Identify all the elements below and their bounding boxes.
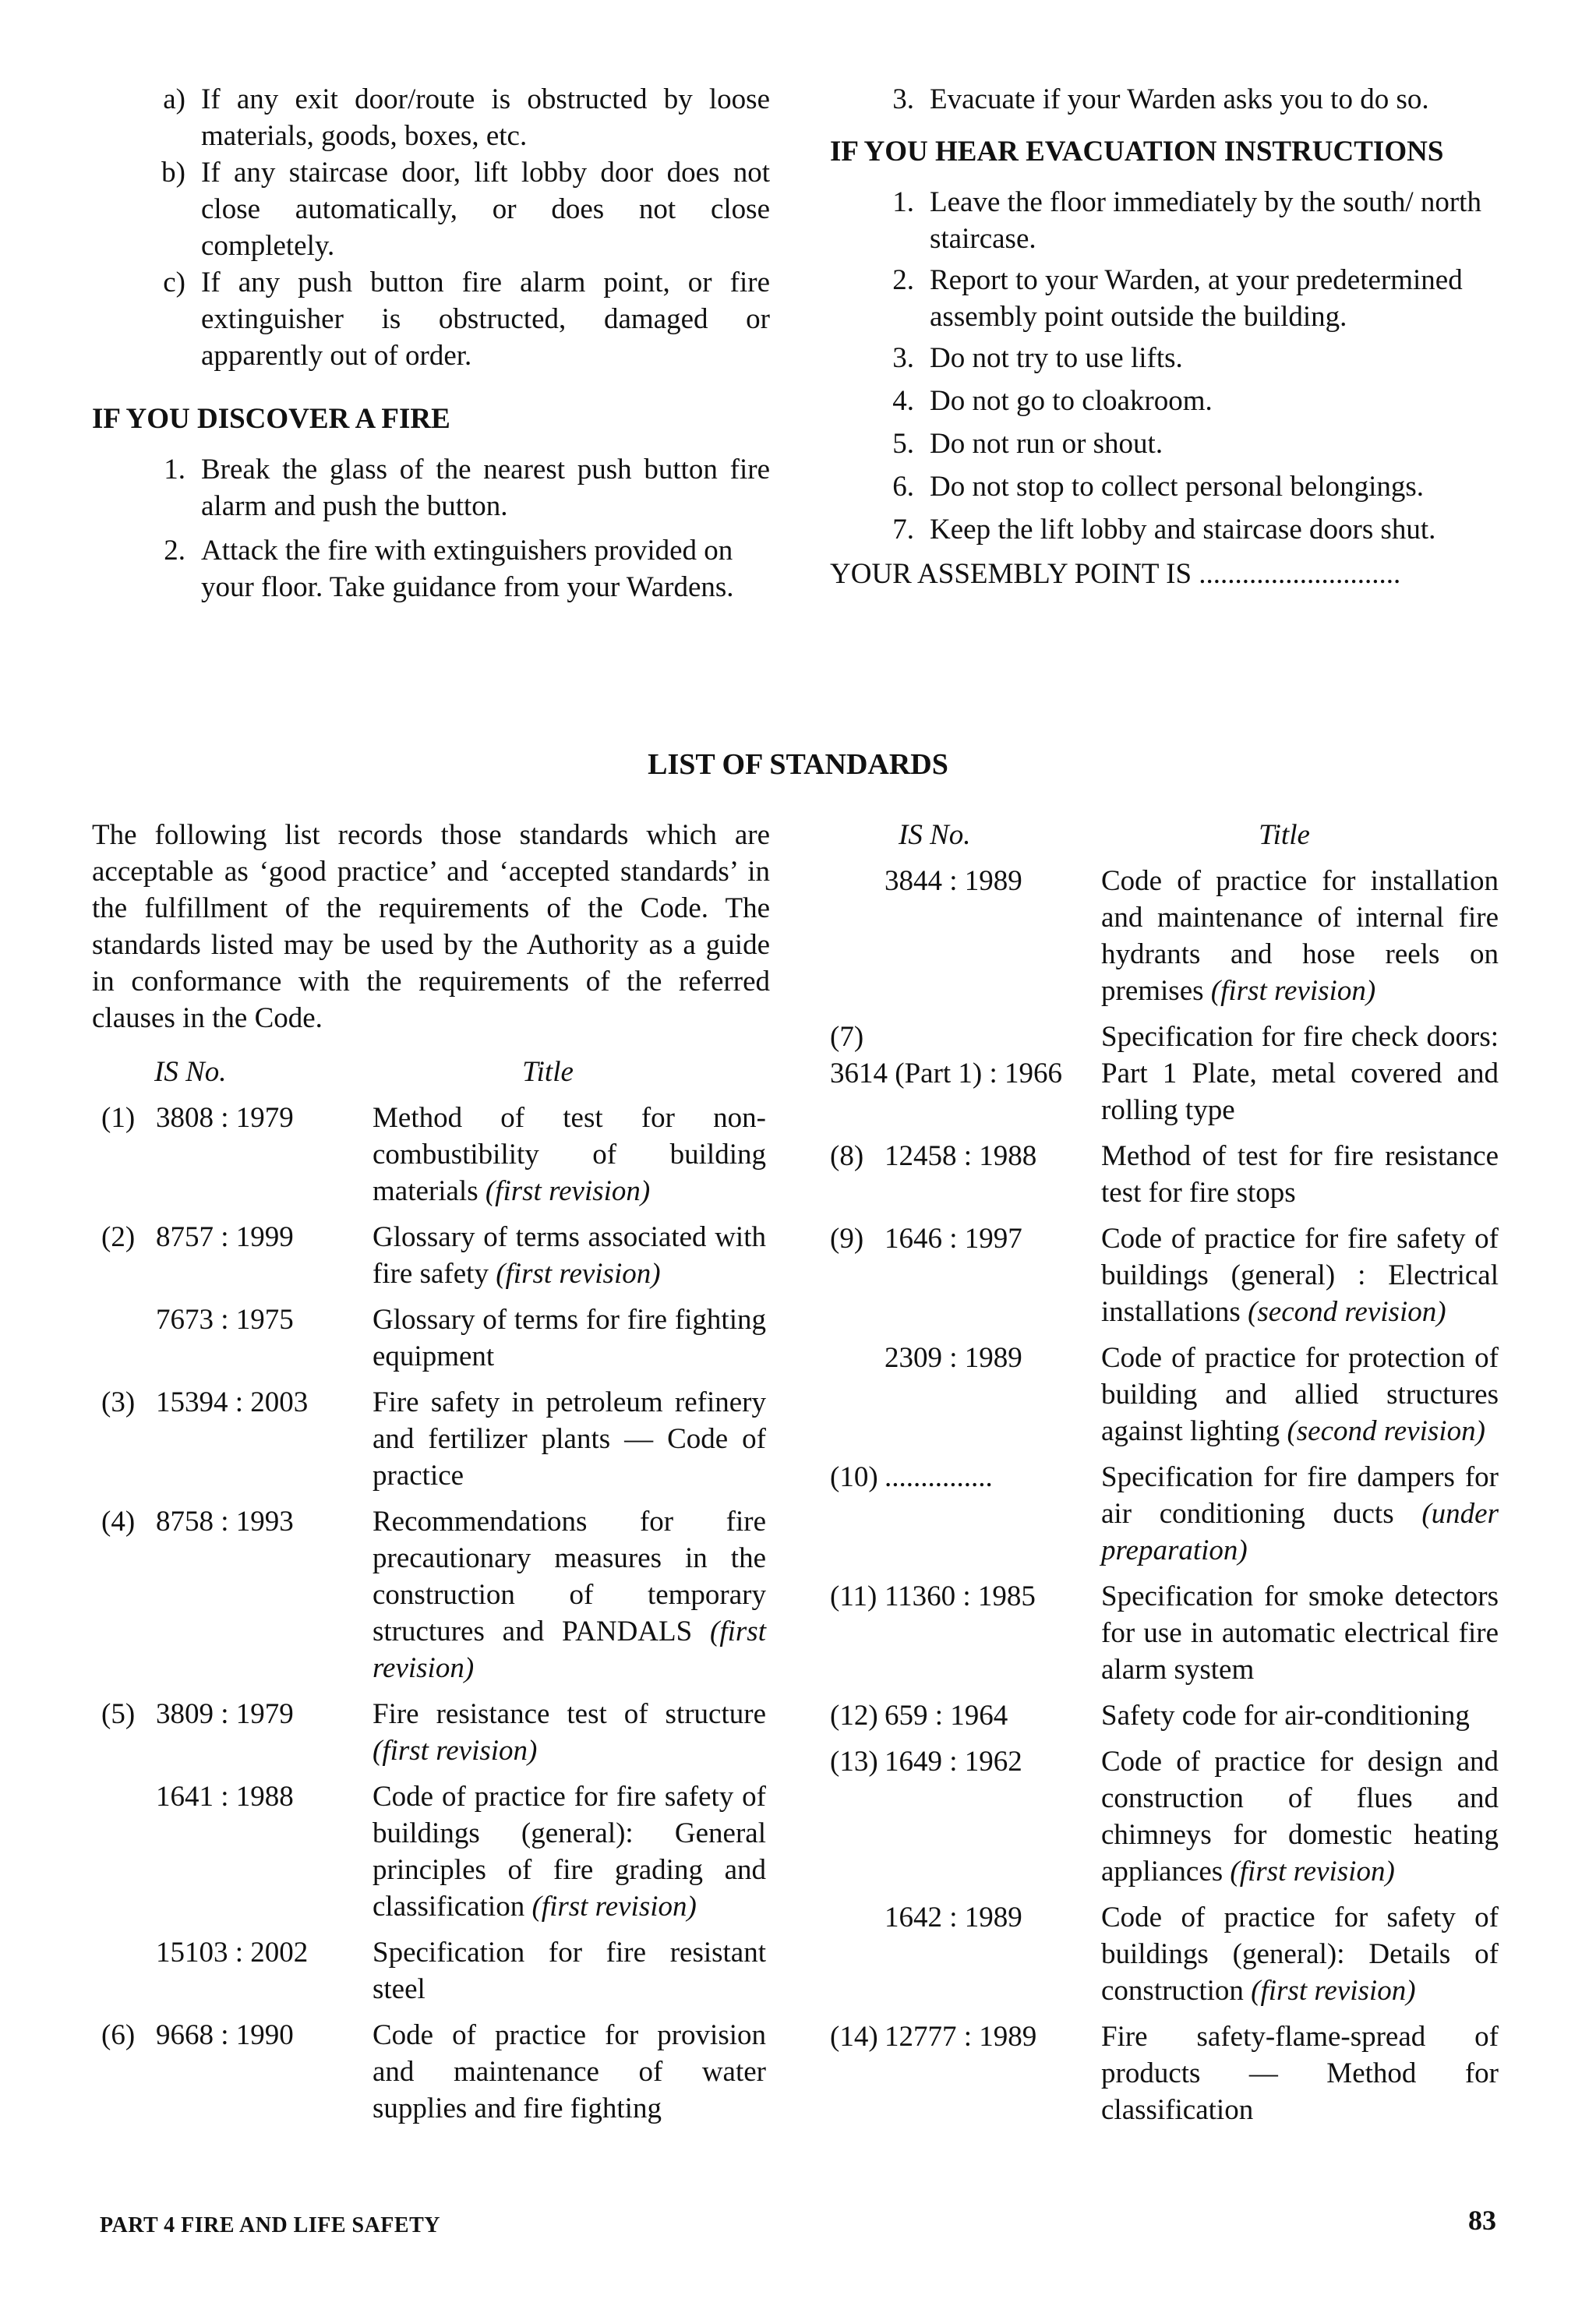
standard-row — [92, 1219, 770, 1292]
standard-number — [821, 1743, 1101, 1890]
list-item — [92, 264, 770, 374]
item-text: Keep the lift lobby and staircase doors shut. — [930, 514, 1436, 546]
standard-title — [1101, 2018, 1499, 2128]
standard-revision: (first revision) — [373, 1616, 766, 1684]
list-item — [821, 340, 1506, 376]
item-marker: c) — [163, 267, 185, 298]
standard-title — [1101, 1697, 1499, 1734]
standard-row — [92, 1100, 770, 1210]
standard-title-text: Specification for fire check doors: Part 1 Plate, metal covered and rolling type — [1101, 1021, 1499, 1126]
item-marker: 1. — [892, 186, 914, 218]
standard-row — [821, 1899, 1506, 2009]
standard-number — [92, 1301, 373, 1375]
standards-header — [92, 1054, 770, 1090]
item-text: Do not run or shout. — [930, 428, 1163, 460]
standard-index: (11) — [830, 1580, 877, 1612]
list-item — [821, 426, 1506, 462]
standard-code: 3844 : 1989 — [885, 865, 1022, 897]
standard-index: (12) — [830, 1700, 878, 1732]
standard-index: (5) — [101, 1698, 136, 1730]
standard-title — [373, 2017, 766, 2127]
standard-title-text: Code of practice for installation and maintenance of internal fire hydrants and hose reels on premises — [1101, 865, 1499, 1007]
standard-code: 1641 : 1988 — [156, 1781, 294, 1813]
standard-code: 2309 : 1989 — [885, 1342, 1022, 1374]
item-marker: 7. — [892, 514, 914, 546]
standard-code: ............... — [885, 1461, 993, 1493]
item-marker: 2. — [892, 264, 914, 296]
standard-title — [1101, 1459, 1499, 1569]
standard-revision: (first revision) — [531, 1891, 697, 1923]
standard-title-text: Code of practice for provision and maintenance of water supplies and fire fighting — [373, 2019, 766, 2124]
standard-revision: (first revision) — [1251, 1975, 1416, 2007]
standard-title-text: Fire safety in petroleum refinery and fertilizer plants — Code of practice — [373, 1386, 766, 1492]
standard-title — [1101, 1578, 1499, 1688]
standard-revision: (under preparation) — [1101, 1498, 1499, 1566]
is-no-header: IS No. — [154, 1056, 227, 1088]
standards-intro: The following list records those standards which are acceptable as ‘good practice’ and ‘accepted standards’ in the fulfillment of the requirements of the Code. The standards listed may be used by the Authority as a guide in conformance with the requirements of the referred clauses in the Code. — [92, 819, 770, 1034]
standard-revision: (second revision) — [1248, 1296, 1446, 1328]
list-item — [821, 81, 1506, 118]
item-marker: b) — [161, 157, 185, 189]
item-text: If any staircase door, lift lobby door does not close automatically, or does not close completely. — [201, 157, 770, 262]
standard-title — [1101, 1220, 1499, 1330]
standard-title — [373, 1100, 766, 1210]
standard-code: 9668 : 1990 — [156, 2019, 294, 2051]
standard-title — [373, 1301, 766, 1375]
standard-index: (9) — [830, 1223, 864, 1255]
item-text: Do not stop to collect personal belongings. — [930, 471, 1425, 503]
item-marker: 2. — [164, 535, 185, 567]
standard-title — [373, 1934, 766, 2008]
standard-title — [373, 1696, 766, 1769]
standard-code: 3808 : 1979 — [156, 1102, 294, 1134]
standard-number — [92, 2017, 373, 2127]
standard-index: (14) — [830, 2021, 878, 2053]
standard-title-text: Specification for smoke detectors for use in automatic electrical fire alarm system — [1101, 1580, 1499, 1686]
standard-title-text: Code of practice for protection of building and allied structures against lighting — [1101, 1342, 1499, 1447]
standard-code: 8758 : 1993 — [156, 1506, 294, 1538]
standard-title — [373, 1778, 766, 1925]
standard-row — [821, 1743, 1506, 1890]
instructions-section — [92, 81, 1495, 642]
list-item — [92, 154, 770, 264]
standard-title-text: Code of practice for safety of buildings (general): Details of construction — [1101, 1902, 1499, 2007]
standard-code: 12777 : 1989 — [885, 2021, 1037, 2053]
item-text: Leave the floor immediately by the south/ north staircase. — [930, 186, 1481, 255]
standard-title-text: Glossary of terms associated with fire safety — [373, 1221, 766, 1290]
list-item — [821, 468, 1506, 505]
item-text: Do not try to use lifts. — [930, 342, 1183, 374]
item-text: Evacuate if your Warden asks you to do so. — [930, 83, 1429, 115]
standard-code: 3614 (Part 1) : 1966 — [830, 1058, 1063, 1089]
standard-code: 1649 : 1962 — [885, 1746, 1022, 1778]
standard-number — [92, 1696, 373, 1769]
standard-index: (7) — [830, 1021, 864, 1053]
standard-code: 12458 : 1988 — [885, 1140, 1037, 1172]
standard-row — [821, 1697, 1506, 1734]
standard-row — [821, 1578, 1506, 1688]
item-text: Break the glass of the nearest push button fire alarm and push the button. — [201, 454, 770, 522]
standard-code: 3809 : 1979 — [156, 1698, 294, 1730]
standard-number — [821, 1220, 1101, 1330]
standard-number — [821, 2018, 1101, 2128]
standard-revision: (first revision) — [1210, 975, 1376, 1007]
list-item — [821, 383, 1506, 419]
standard-code: 15394 : 2003 — [156, 1386, 309, 1418]
list-item — [92, 451, 770, 524]
footer-part-title: PART 4 FIRE AND LIFE SAFETY — [100, 2213, 440, 2237]
standard-revision: (first revision) — [1230, 1856, 1395, 1888]
standard-number — [92, 1778, 373, 1925]
standard-revision: (first revision) — [496, 1258, 661, 1290]
section-heading-evacuation: IF YOU HEAR EVACUATION INSTRUCTIONS — [830, 136, 1444, 168]
standard-title-text: Method of test for non-combustibility of building materials — [373, 1102, 766, 1207]
item-text: Attack the fire with extinguishers provided on your floor. Take guidance from your Wardens. — [201, 535, 734, 603]
standard-number — [821, 1019, 1101, 1128]
list-item — [92, 532, 770, 606]
list-of-standards-title: LIST OF STANDARDS — [648, 748, 948, 781]
item-text: Report to your Warden, at your predetermined assembly point outside the building. — [930, 264, 1463, 333]
standard-number — [92, 1384, 373, 1494]
standard-row — [821, 2018, 1506, 2128]
standard-title-text: Code of practice for fire safety of buildings (general) : Electrical installations — [1101, 1223, 1499, 1328]
list-item — [821, 184, 1506, 257]
standard-row — [821, 863, 1506, 1009]
standard-number — [821, 1899, 1101, 2009]
standard-row — [92, 2017, 770, 2127]
section-heading-discover-fire: IF YOU DISCOVER A FIRE — [92, 403, 450, 435]
item-text: If any exit door/route is obstructed by loose materials, goods, boxes, etc. — [201, 83, 770, 152]
standard-number — [821, 863, 1101, 1009]
standard-code: 8757 : 1999 — [156, 1221, 294, 1253]
standards-left-column — [92, 817, 770, 2127]
standard-row — [92, 1696, 770, 1769]
item-marker: 4. — [892, 385, 914, 417]
title-header: Title — [1259, 819, 1310, 851]
standard-index: (1) — [101, 1102, 136, 1134]
left-instructions-column — [92, 81, 770, 606]
page-number: 83 — [1468, 2205, 1496, 2236]
right-instructions-column — [821, 81, 1506, 592]
standard-index: (6) — [101, 2019, 136, 2051]
standard-title-text: Glossary of terms for fire fighting equipment — [373, 1304, 766, 1372]
title-header: Title — [522, 1056, 574, 1088]
standard-title-text: Fire safety-flame-spread of products — Method for classification — [1101, 2021, 1499, 2126]
standard-row — [92, 1503, 770, 1686]
list-item — [821, 511, 1506, 548]
standard-number — [92, 1219, 373, 1292]
standard-title-text: Recommendations for fire precautionary measures in the construction of temporary structures and PANDALS — [373, 1506, 766, 1647]
standard-title — [1101, 1899, 1499, 2009]
standard-code: 659 : 1964 — [885, 1700, 1008, 1732]
standards-header — [821, 817, 1506, 853]
standard-row — [821, 1019, 1506, 1128]
assembly-point-line: YOUR ASSEMBLY POINT IS ............................ — [830, 558, 1401, 590]
item-text: Do not go to cloakroom. — [930, 385, 1213, 417]
standard-row — [821, 1459, 1506, 1569]
standard-number — [821, 1138, 1101, 1211]
item-marker: 6. — [892, 471, 914, 503]
list-item — [821, 262, 1506, 335]
item-marker: 3. — [892, 342, 914, 374]
standard-index: (4) — [101, 1506, 136, 1538]
standard-index: (13) — [830, 1746, 878, 1778]
standard-title — [1101, 1019, 1499, 1128]
standard-row — [92, 1384, 770, 1494]
item-marker: 3. — [892, 83, 914, 115]
standard-row — [92, 1301, 770, 1375]
standard-index: (3) — [101, 1386, 136, 1418]
standard-number — [92, 1934, 373, 2008]
standard-title-text: Specification for fire resistant steel — [373, 1937, 766, 2005]
standard-title-text: Code of practice for design and construction of flues and chimneys for domestic heating appliances — [1101, 1746, 1499, 1888]
standard-title-text: Fire resistance test of structure — [373, 1698, 766, 1730]
standard-number — [821, 1459, 1101, 1569]
standard-title — [1101, 1138, 1499, 1211]
standard-number — [821, 1697, 1101, 1734]
standard-title — [1101, 863, 1499, 1009]
standard-title — [373, 1384, 766, 1494]
standard-title — [1101, 1340, 1499, 1450]
standard-title — [373, 1503, 766, 1686]
standard-index: (10) — [830, 1461, 878, 1493]
standard-revision: (first revision) — [485, 1175, 651, 1207]
standard-row — [821, 1340, 1506, 1450]
standard-title-text: Specification for fire dampers for air conditioning ducts — [1101, 1461, 1499, 1530]
standard-code: 11360 : 1985 — [885, 1580, 1036, 1612]
standard-title — [373, 1219, 766, 1292]
standard-row — [92, 1778, 770, 1925]
standard-row — [821, 1220, 1506, 1330]
standard-index: (2) — [101, 1221, 136, 1253]
item-marker: 1. — [164, 454, 185, 486]
standard-title — [1101, 1743, 1499, 1890]
standard-code: 15103 : 2002 — [156, 1937, 309, 1969]
standard-title-text: Safety code for air-conditioning — [1101, 1700, 1470, 1732]
standard-number — [92, 1503, 373, 1686]
item-marker: 5. — [892, 428, 914, 460]
standard-row — [92, 1934, 770, 2008]
standard-number — [821, 1340, 1101, 1450]
list-item — [92, 81, 770, 154]
item-marker: a) — [163, 83, 185, 115]
standard-code: 7673 : 1975 — [156, 1304, 294, 1336]
standard-number — [92, 1100, 373, 1210]
standard-revision: (second revision) — [1287, 1415, 1485, 1447]
standards-right-column — [821, 817, 1506, 2128]
standard-index: (8) — [830, 1140, 864, 1172]
standard-code: 1646 : 1997 — [885, 1223, 1022, 1255]
standard-title-text: Method of test for fire resistance test for fire stops — [1101, 1140, 1499, 1209]
item-text: If any push button fire alarm point, or fire extinguisher is obstructed, damaged or apparently out of order. — [201, 267, 770, 372]
standard-title-text: Code of practice for fire safety of buildings (general): General principles of fire grading and classification — [373, 1781, 766, 1923]
standard-number — [821, 1578, 1101, 1688]
standard-revision: (first revision) — [373, 1735, 538, 1767]
standard-row — [821, 1138, 1506, 1211]
is-no-header: IS No. — [899, 819, 971, 851]
standard-code: 1642 : 1989 — [885, 1902, 1022, 1933]
